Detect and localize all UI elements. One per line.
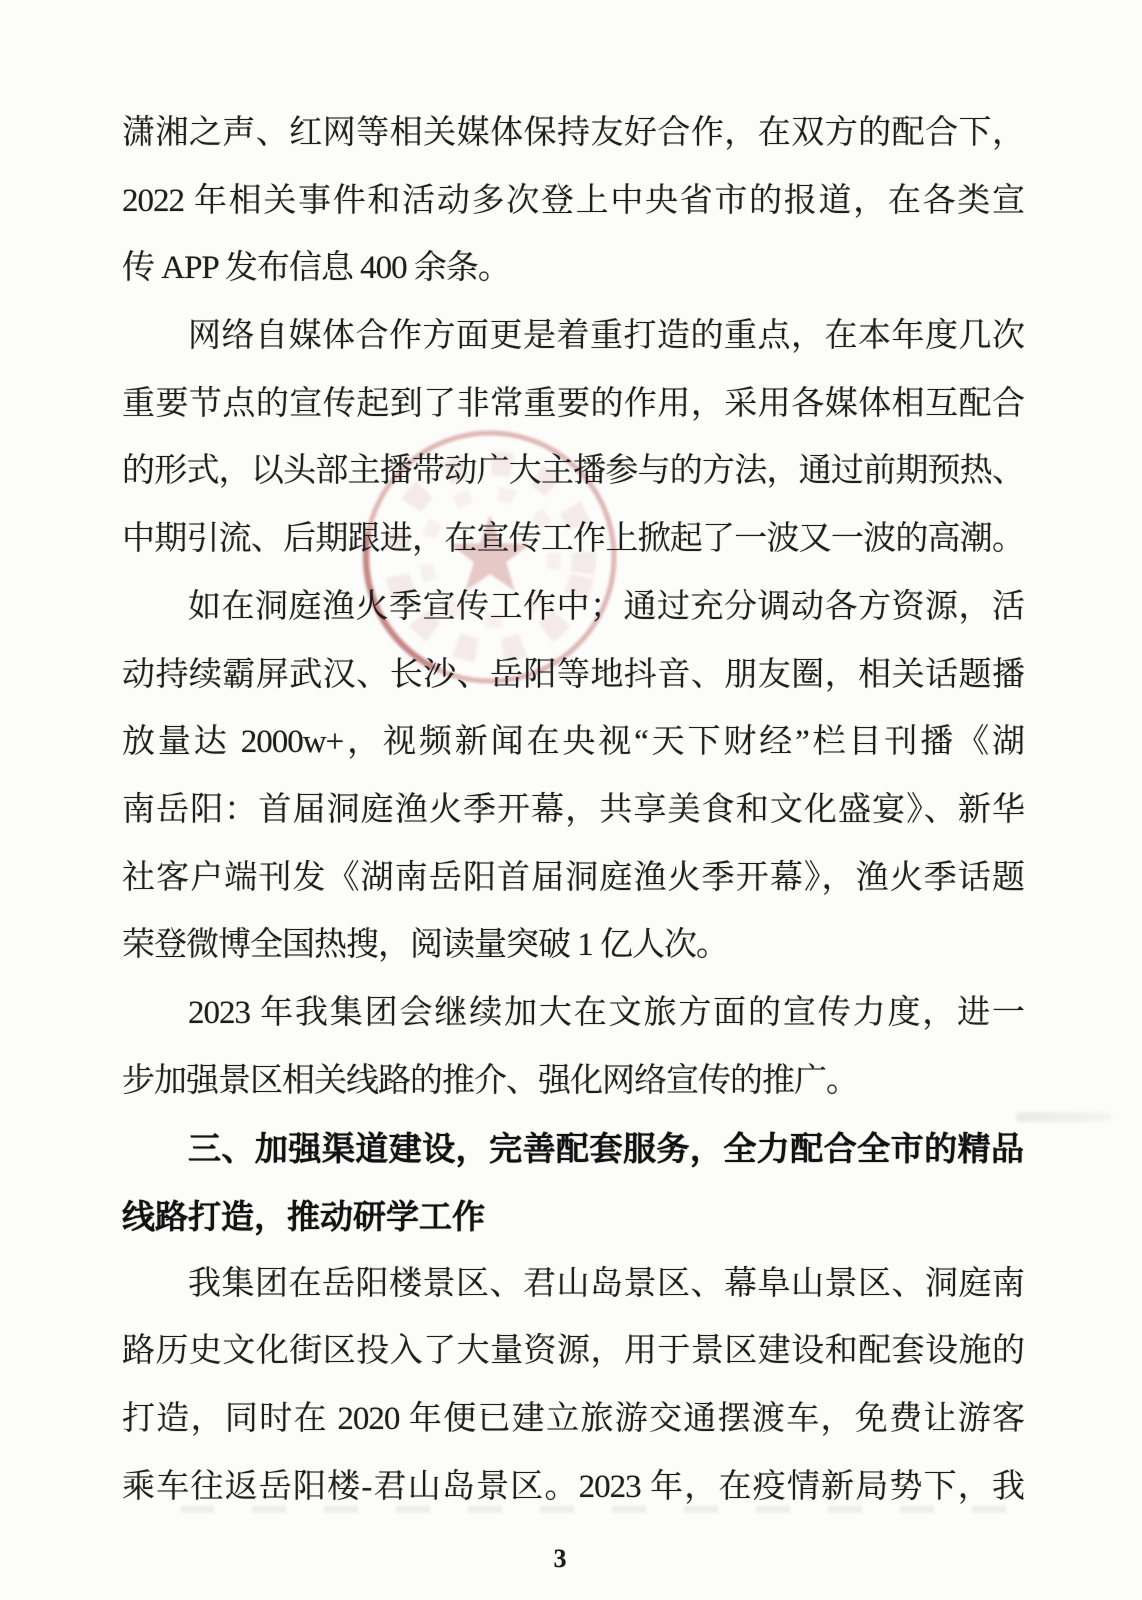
document-line: 的形式，以头部主播带动广大主播参与的方法，通过前期预热、: [122, 453, 1024, 490]
page-number: 3: [553, 1544, 567, 1573]
document-line: 2023 年我集团会继续加大在文旅方面的宣传力度，进一: [188, 994, 1024, 1031]
document-line: 中期引流、后期跟进，在宣传工作上掀起了一波又一波的高潮。: [122, 521, 1024, 558]
document-line: 我集团在岳阳楼景区、君山岛景区、幕阜山景区、洞庭南: [188, 1265, 1024, 1302]
document-line: 网络自媒体合作方面更是着重打造的重点，在本年度几次: [188, 318, 1024, 355]
document-line: 传 APP 发布信息 400 余条。: [122, 250, 510, 287]
document-line: 社客户端刊发《湖南岳阳首届洞庭渔火季开幕》，渔火季话题: [122, 859, 1024, 896]
document-line: 荣登微博全国热搜，阅读量突破 1 亿人次。: [122, 927, 728, 964]
document-line: 重要节点的宣传起到了非常重要的作用，采用各媒体相互配合: [122, 385, 1024, 422]
document-line: 放量达 2000w+，视频新闻在央视“天下财经”栏目刊播《湖: [122, 724, 1024, 761]
document-line: 路历史文化街区投入了大量资源，用于景区建设和配套设施的: [122, 1333, 1024, 1370]
document-line: 乘车往返岳阳楼-君山岛景区。2023 年，在疫情新局势下，我: [122, 1468, 1024, 1505]
document-line: 打造，同时在 2020 年便已建立旅游交通摆渡车，免费让游客: [122, 1401, 1024, 1438]
document-line: 动持续霸屏武汉、长沙、岳阳等地抖音、朋友圈，相关话题播: [122, 656, 1024, 693]
document-line: 2022 年相关事件和活动多次登上中央省市的报道，在各类宣: [122, 182, 1024, 219]
document-line: 步加强景区相关线路的推介、强化网络宣传的推广。: [122, 1062, 858, 1099]
scan-artifact: [1016, 1112, 1112, 1122]
document-line: 潇湘之声、红网等相关媒体保持友好合作，在双方的配合下，: [122, 115, 1024, 151]
section-heading-line: 线路打造，推动研学工作: [122, 1198, 485, 1235]
section-heading-line: 三、加强渠道建设，完善配套服务，全力配合全市的精品: [188, 1130, 1024, 1168]
document-body: [122, 100, 1024, 1521]
document-line: 南岳阳：首届洞庭渔火季开幕，共享美食和文化盛宴》、新华: [122, 791, 1024, 828]
document-line: 如在洞庭渔火季宣传工作中；通过充分调动各方资源，活: [188, 588, 1024, 625]
